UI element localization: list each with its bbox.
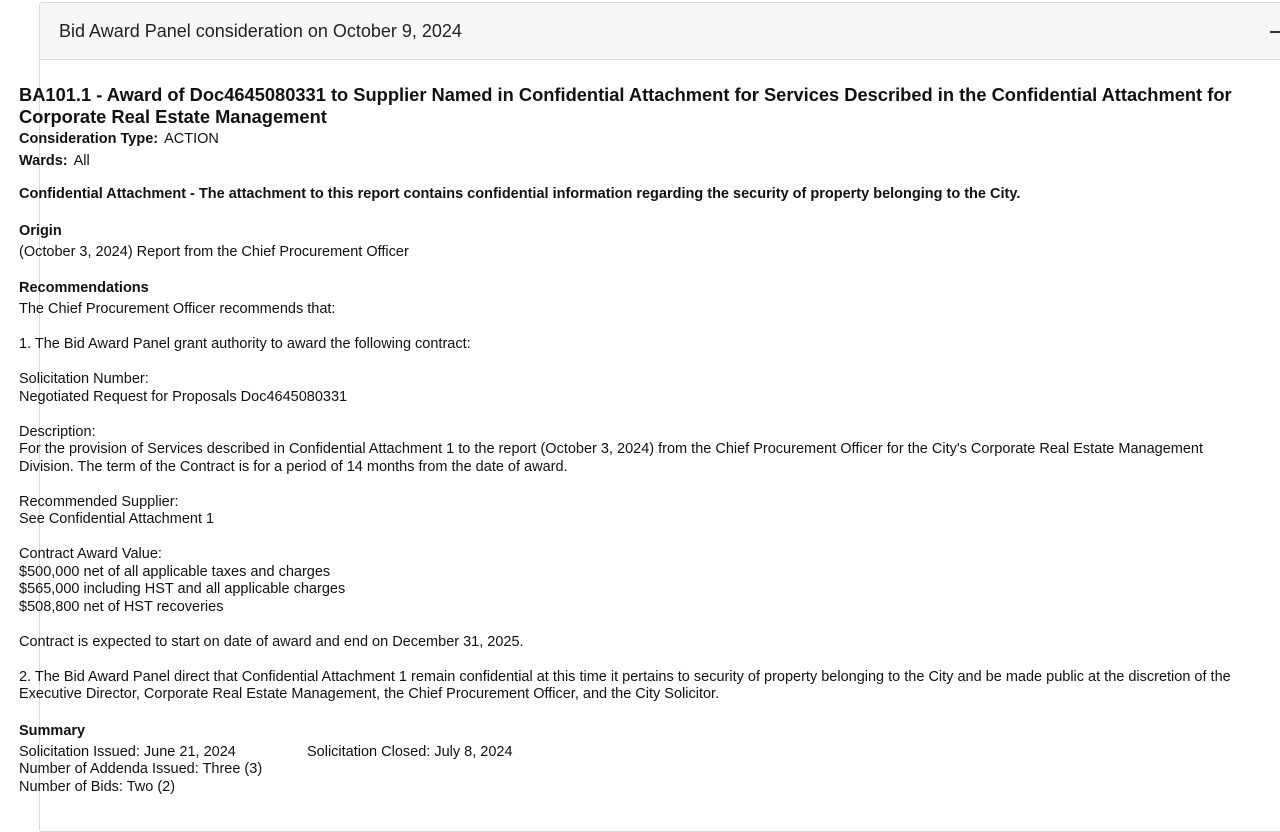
panel-header-title: Bid Award Panel consideration on October 9, 2024 <box>59 21 462 41</box>
consideration-type-row <box>19 128 1244 150</box>
consideration-type-label: Consideration Type: <box>19 131 159 147</box>
contract-value-label: Contract Award Value: <box>19 546 162 562</box>
item-content <box>19 84 1244 796</box>
origin-text: (October 3, 2024) Report from the Chief Procurement Officer <box>19 243 409 260</box>
contract-value-block <box>19 546 1244 616</box>
summary-heading: Summary <box>19 722 86 739</box>
recommendations-intro: The Chief Procurement Officer recommends that: <box>19 301 336 317</box>
supplier-value: See Confidential Attachment 1 <box>19 511 215 527</box>
wards-label: Wards: <box>19 153 68 169</box>
contract-value-line-2: $565,000 including HST and all applicable charges <box>19 581 346 597</box>
minus-icon[interactable] <box>1268 17 1280 43</box>
panel-header[interactable] <box>40 3 1280 60</box>
solicitation-value: Negotiated Request for Proposals Doc4645080331 <box>19 388 348 405</box>
item-title: BA101.1 - Award of Doc4645080331 to Supplier Named in Confidential Attachment for Services Described in the Confidential Attachment for Corporate Real Estate Management <box>19 84 1232 127</box>
recommendation-2: 2. The Bid Award Panel direct that Confidential Attachment 1 remain confidential at this time it pertains to security of property belonging to the City and be made public at the discretion of the Executive Director, Corporate Real Estate Management, the Chief Procurement Officer, and the City Solicitor. <box>19 668 1231 702</box>
supplier-block <box>19 494 1244 529</box>
recommendations-heading: Recommendations <box>19 280 149 296</box>
confidential-note: Confidential Attachment - The attachment to this report contains confidential information regarding the security of property belonging to the City. <box>19 186 1021 202</box>
summary-block <box>19 744 1244 797</box>
contract-value-line-3: $508,800 net of HST recoveries <box>19 598 224 615</box>
consideration-type-value: ACTION <box>164 131 219 147</box>
solicitation-block <box>19 371 1244 406</box>
description-value: For the provision of Services described in Confidential Attachment 1 to the report (October 3, 2024) from the Chief Procurement Officer for the City's Corporate Real Estate Management Division. The term of the Contract is for a period of 14 months from the date of award. <box>19 441 1204 475</box>
bids-count: Number of Bids: Two (2) <box>19 778 176 795</box>
solicitation-issued: Solicitation Issued: June 21, 2024 <box>19 743 236 760</box>
wards-row <box>19 150 1244 172</box>
description-block <box>19 424 1244 477</box>
addenda-count: Number of Addenda Issued: Three (3) <box>19 761 263 777</box>
solicitation-closed: Solicitation Closed: July 8, 2024 <box>307 743 513 760</box>
summary-row-dates <box>19 744 1244 762</box>
contract-value-line-1: $500,000 net of all applicable taxes and charges <box>19 563 331 580</box>
supplier-label: Recommended Supplier: <box>19 493 179 510</box>
description-label: Description: <box>19 423 96 440</box>
wards-value: All <box>73 153 90 169</box>
solicitation-label: Solicitation Number: <box>19 371 149 387</box>
origin-heading: Origin <box>19 222 62 239</box>
recommendation-1: 1. The Bid Award Panel grant authority to award the following contract: <box>19 336 471 352</box>
contract-dates: Contract is expected to start on date of award and end on December 31, 2025. <box>19 633 524 650</box>
